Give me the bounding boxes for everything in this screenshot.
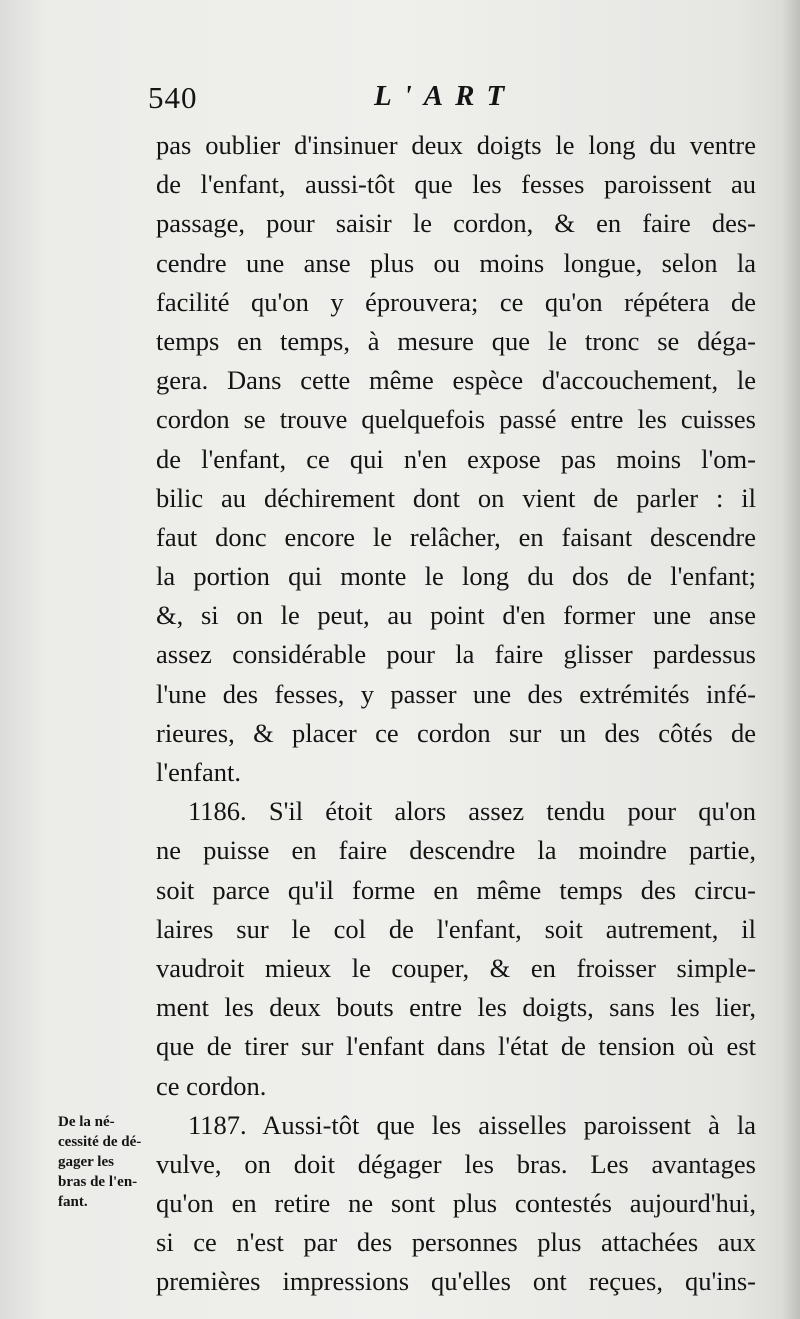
margin-note <box>58 1112 154 1212</box>
text-line: de l'enfant, aussi-tôt que les fesses paroissent au <box>156 169 756 200</box>
text-line: que de tirer sur l'enfant dans l'état de tension où est <box>156 1031 756 1062</box>
text-line: facilité qu'on y éprouvera; ce qu'on répétera de <box>156 286 756 317</box>
text-line: la portion qui monte le long du dos de l'enfant; <box>156 561 756 592</box>
text-line: passage, pour saisir le cordon, & en faire des- <box>156 208 756 239</box>
margin-note-line: gager les <box>58 1154 114 1170</box>
text-line: &, si on le peut, au point d'en former une anse <box>156 600 756 631</box>
text-line: rieures, & placer ce cordon sur un des côtés de <box>156 717 756 748</box>
text-line: l'une des fesses, y passer une des extrémités infé- <box>156 678 756 709</box>
paragraph-start-1186: 1186. S'il étoit alors assez tendu pour qu'on <box>188 796 756 827</box>
margin-note-line: De la né- <box>58 1114 115 1130</box>
text-line: l'enfant. <box>156 757 241 787</box>
text-line: vaudroit mieux le couper, & en froisser simple- <box>156 952 756 983</box>
text-line: premières impressions qu'elles ont reçues, qu'ins- <box>156 1266 756 1297</box>
text-line: cordon se trouve quelquefois passé entre les cuisses <box>156 404 756 435</box>
text-line: si ce n'est par des personnes plus attachées aux <box>156 1227 756 1258</box>
body-text <box>156 126 756 1302</box>
text-line: pas oublier d'insinuer deux doigts le long du ventre <box>156 130 756 160</box>
text-line: ce cordon. <box>156 1070 267 1101</box>
page-edge-shadow <box>782 0 800 1319</box>
text-line: bilic au déchirement dont on vient de parler : il <box>156 482 756 513</box>
text-line: faut donc encore le relâcher, en faisant descendre <box>156 521 756 552</box>
margin-note-line: cessité de dé- <box>58 1134 142 1150</box>
text-line: ne puisse en faire descendre la moindre partie, <box>156 835 756 866</box>
text-line: vulve, on doit dégager les bras. Les avantages <box>156 1148 756 1179</box>
page-number: 540 <box>148 80 198 115</box>
running-title: L'ART <box>374 80 517 112</box>
text-line: laires sur le col de l'enfant, soit autrement, il <box>156 913 756 944</box>
text-line: qu'on en retire ne sont plus contestés aujourd'hui, <box>156 1188 756 1219</box>
text-line: gera. Dans cette même espèce d'accouchement, le <box>156 365 756 396</box>
paragraph-start-1187: 1187. Aussi-tôt que les aisselles paroissent à la <box>188 1109 756 1140</box>
text-line: assez considérable pour la faire glisser pardessus <box>156 639 756 670</box>
text-line: de l'enfant, ce qui n'en expose pas moins l'om- <box>156 443 756 474</box>
page-header <box>148 80 748 124</box>
text-line: soit parce qu'il forme en même temps des circu- <box>156 874 756 905</box>
margin-note-line: fant. <box>58 1194 88 1210</box>
text-line: ment les deux bouts entre les doigts, sans les lier, <box>156 992 756 1023</box>
margin-note-line: bras de l'en- <box>58 1174 138 1190</box>
text-line: temps en temps, à mesure que le tronc se déga- <box>156 325 756 356</box>
text-line: cendre une anse plus ou moins longue, selon la <box>156 247 756 278</box>
